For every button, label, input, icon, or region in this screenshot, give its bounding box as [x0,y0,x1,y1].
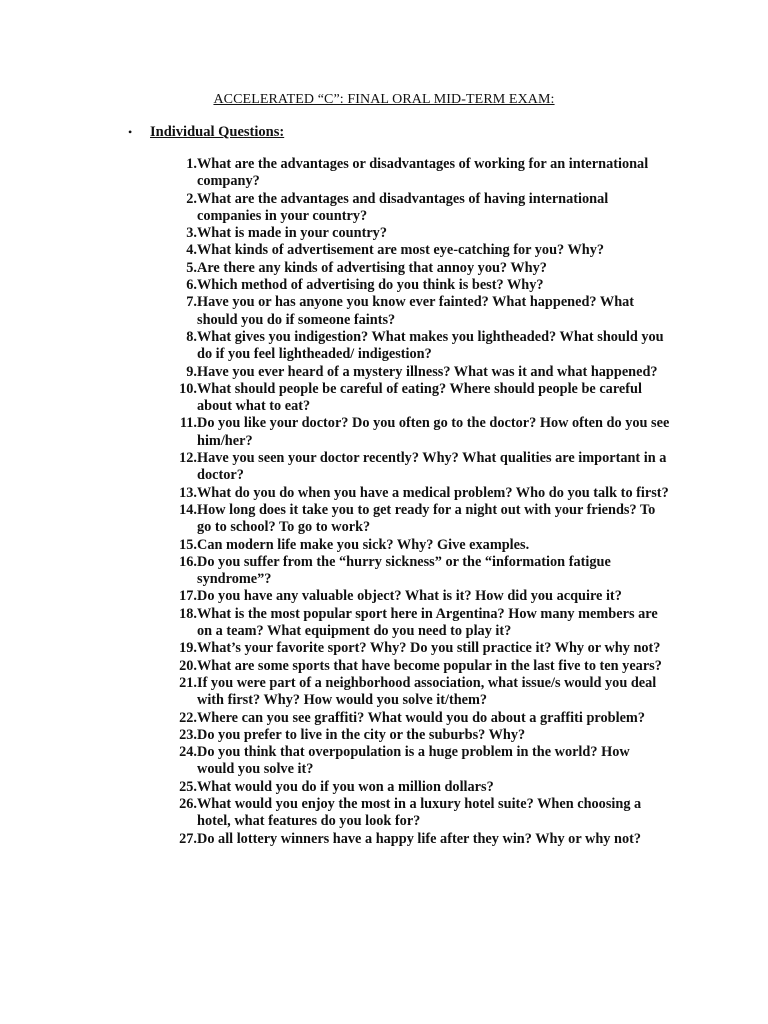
question-item [160,364,670,381]
question-text: What kinds of advertisement are most eye-catching for you? Why? [197,242,605,259]
question-number: 11. [179,415,197,432]
question-number: 19. [179,640,197,657]
question-number: 6. [186,277,197,294]
question-number: 13. [179,484,197,501]
question-text: What would you enjoy the most in a luxury hotel suite? When choosing a hotel, what features do you look for? [197,795,642,830]
question-item [160,831,670,848]
page-title: ACCELERATED “C”: FINAL ORAL MID-TERM EXAM: [213,92,555,107]
question-item [160,537,670,554]
question-text: What’s your favorite sport? Why? Do you still practice it? Why or why not? [197,640,661,657]
question-text: What is the most popular sport here in Argentina? How many members are on a team? What equipment do you need to play it? [197,605,658,640]
question-item [160,225,670,242]
question-text: Where can you see graffiti? What would you do about a graffiti problem? [197,709,645,726]
question-list [160,156,670,848]
question-text: Do you have any valuable object? What is it? How did you acquire it? [197,588,622,605]
question-text: Which method of advertising do you think is best? Why? [197,277,544,294]
question-number: 3. [186,225,197,242]
question-text: Have you or has anyone you know ever fainted? What happened? What should you do if someone faints? [197,294,635,328]
question-number: 4. [186,242,197,259]
question-text: What are the advantages and disadvantages of having international companies in your country? [197,190,609,224]
question-item [160,588,670,605]
question-text: Do you suffer from the “hurry sickness” or the “information fatigue syndrome”? [197,553,611,588]
question-number: 21. [179,674,197,691]
question-item [160,658,670,675]
question-text: What is made in your country? [197,225,387,242]
question-item [160,640,670,657]
question-item [160,485,670,502]
question-text: If you were part of a neighborhood association, what issue/s would you deal with first? Why? How would you solve it/them? [197,674,657,709]
question-item [160,796,670,831]
question-text: What gives you indigestion? What makes you lightheaded? What should you do if you feel lightheaded/ indigestion? [197,328,664,363]
question-text: What do you do when you have a medical problem? Who do you talk to first? [197,484,669,501]
question-item [160,294,670,329]
question-text: Do you prefer to live in the city or the suburbs? Why? [197,726,526,743]
question-text: Can modern life make you sick? Why? Give examples. [197,536,530,553]
question-number: 16. [179,553,197,570]
question-number: 27. [179,830,197,847]
question-number: 17. [179,588,197,605]
question-item [160,554,670,589]
question-number: 15. [179,536,197,553]
question-item [160,260,670,277]
question-text: Do you like your doctor? Do you often go to the doctor? How often do you see him/her? [197,415,670,449]
question-text: How long does it take you to get ready for a night out with your friends? To go to school? To go to work? [197,501,656,536]
question-item [160,156,670,191]
question-item [160,381,670,416]
question-item [160,606,670,641]
question-number: 14. [179,501,197,518]
question-number: 23. [179,726,197,743]
question-text: What are the advantages or disadvantages of working for an international company? [197,156,649,190]
question-number: 24. [179,744,197,761]
section-header [128,124,284,141]
question-number: 18. [179,605,197,622]
question-text: What should people be careful of eating? Where should people be careful about what to eat? [197,380,642,415]
question-text: Do you think that overpopulation is a huge problem in the world? How would you solve it? [197,744,630,778]
question-item [160,779,670,796]
question-text: What would you do if you won a million dollars? [197,778,494,795]
question-item [160,242,670,259]
question-number: 10. [179,380,197,397]
question-item [160,191,670,226]
question-number: 20. [179,657,197,674]
question-number: 22. [179,709,197,726]
question-item [160,727,670,744]
question-item [160,744,670,779]
question-text: Have you seen your doctor recently? Why? What qualities are important in a doctor? [197,450,667,484]
question-item [160,502,670,537]
question-number: 8. [186,328,197,345]
question-item [160,450,670,485]
question-number: 2. [186,190,197,207]
section-heading: Individual Questions: [150,124,285,140]
question-item [160,415,670,450]
question-item [160,710,670,727]
question-number: 1. [186,156,197,172]
question-item [160,329,670,364]
question-number: 26. [179,795,197,812]
question-text: Have you ever heard of a mystery illness? What was it and what happened? [197,363,658,380]
question-text: Do all lottery winners have a happy life after they win? Why or why not? [197,830,641,847]
question-item [160,675,670,710]
bullet-icon: • [128,125,133,139]
question-text: What are some sports that have become popular in the last five to ten years? [197,657,662,674]
question-number: 12. [179,450,197,467]
question-number: 5. [186,259,197,276]
question-item [160,277,670,294]
question-number: 25. [179,778,197,795]
question-number: 7. [186,294,197,311]
question-text: Are there any kinds of advertising that annoy you? Why? [197,259,547,276]
question-number: 9. [186,363,197,380]
